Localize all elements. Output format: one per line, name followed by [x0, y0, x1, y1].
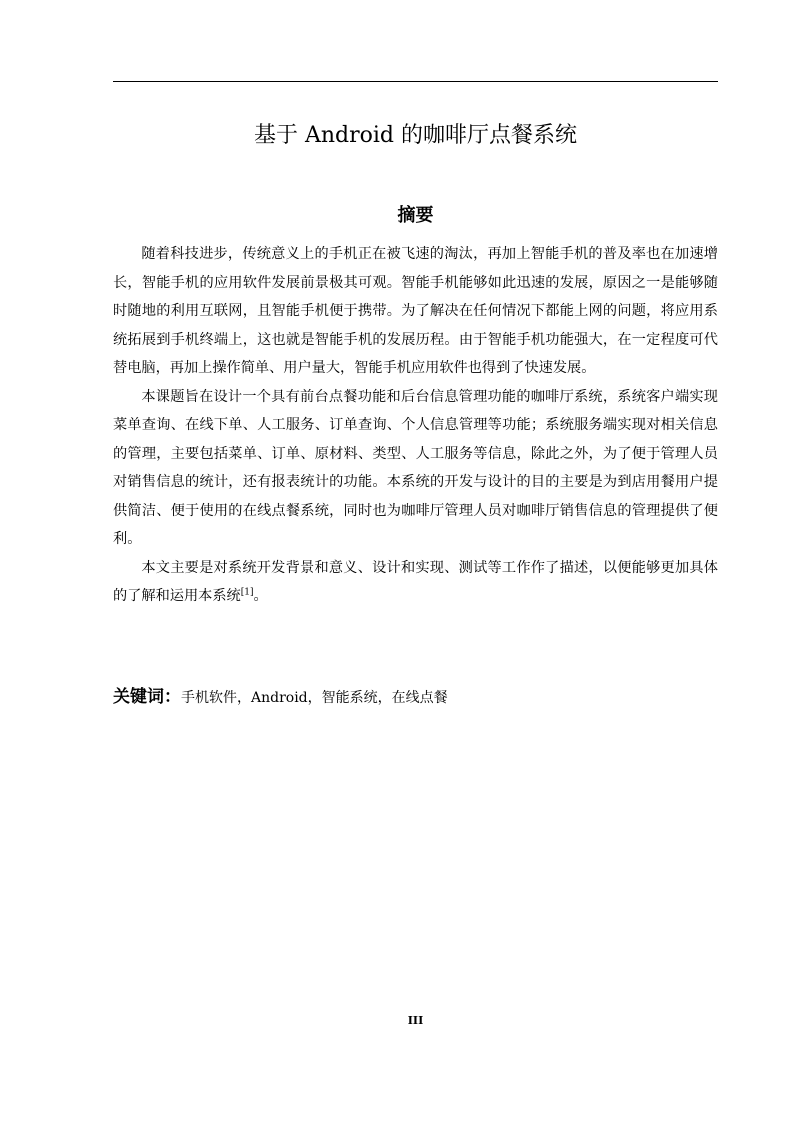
header-rule — [113, 81, 718, 82]
keywords-label: 关键词： — [113, 687, 181, 707]
abstract-heading: 摘要 — [397, 205, 434, 226]
abstract-paragraph-last — [113, 554, 718, 611]
abstract-body — [113, 240, 718, 611]
keywords-value: 手机软件，Android，智能系统，在线点餐 — [181, 690, 448, 706]
abstract-paragraph: 本课题旨在设计一个具有前台点餐功能和后台信息管理功能的咖啡厅系统，系统客户端实现菜单查询、在线下单、人工服务、订单查询、个人信息管理等功能；系统服务端实现对相关信息的管理，主要包括菜单、订单、原材料、类型、人工服务等信息，除此之外，为了便于管理人员对销售信息的统计，还有报表统计的功能。本系统的开发与设计的目的主要是为到店用餐用户提供简洁、便于使用的在线点餐系统，同时也为咖啡厅管理人员对咖啡厅销售信息的管理提供了便利。 — [113, 388, 718, 547]
page-number: III — [407, 1014, 424, 1027]
abstract-paragraph: 随着科技进步，传统意义上的手机正在被飞速的淘汰，再加上智能手机的普及率也在加速增长，智能手机的应用软件发展前景极其可观。智能手机能够如此迅速的发展，原因之一是能够随时随地的利用互联网，且智能手机便于携带。为了解决在任何情况下都能上网的问题，将应用系统拓展到手机终端上，这也就是智能手机的发展历程。由于智能手机功能强大，在一定程度可代替电脑，再加上操作简单、用户量大，智能手机应用软件也得到了快速发展。 — [113, 246, 718, 376]
abstract-paragraph-end: 。 — [253, 588, 268, 604]
abstract-paragraph-text: 本文主要是对系统开发背景和意义、设计和实现、测试等工作作了描述，以便能够更加具体的了解和运用本系统 — [113, 559, 718, 604]
keywords-line — [113, 683, 718, 712]
citation-marker: [1] — [240, 587, 254, 598]
paper-title: 基于 Android 的咖啡厅点餐系统 — [253, 123, 577, 148]
